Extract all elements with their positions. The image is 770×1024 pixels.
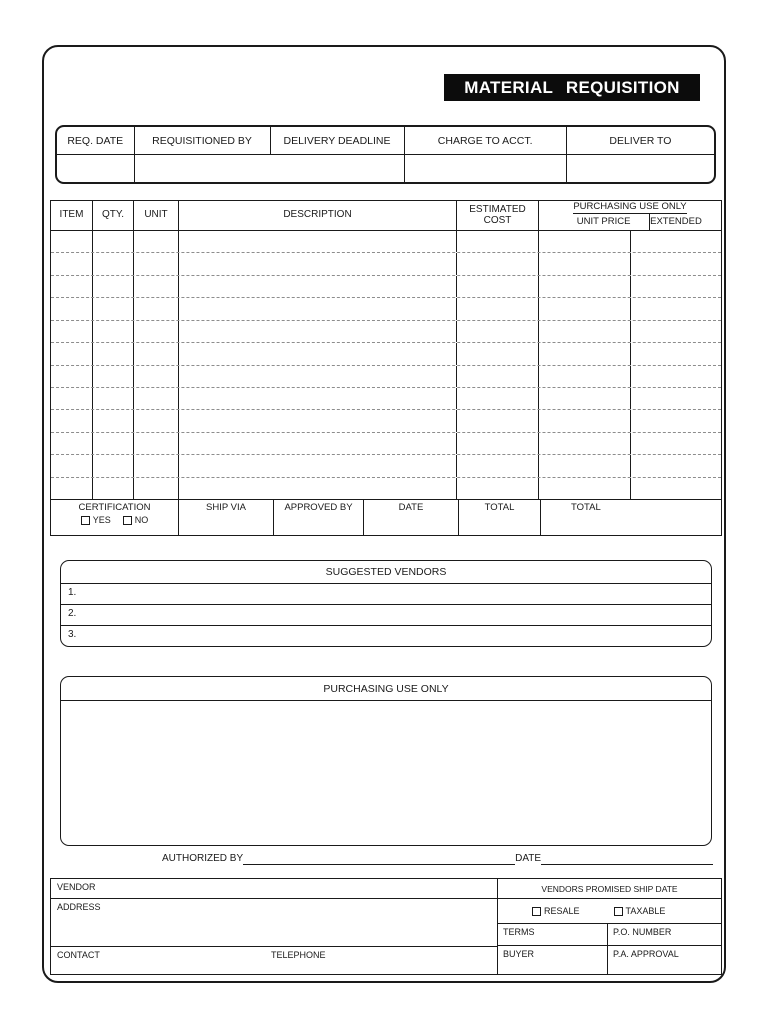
contact-label: CONTACT <box>57 950 100 960</box>
item-cell[interactable] <box>93 455 134 476</box>
purchasing-notes-area[interactable] <box>61 701 711 845</box>
header-deliver-to: DELIVER TO <box>609 134 672 147</box>
item-cell[interactable] <box>631 276 721 297</box>
item-cell[interactable] <box>179 276 457 297</box>
item-cell[interactable] <box>134 388 179 409</box>
item-cell[interactable] <box>51 388 93 409</box>
item-cell[interactable] <box>93 343 134 364</box>
vendor-field[interactable] <box>51 879 497 899</box>
yes-label: YES <box>92 515 111 525</box>
buyer-approval-row <box>498 946 721 974</box>
item-row <box>51 276 721 298</box>
authorization-line <box>162 850 713 865</box>
header-req-date: REQ. DATE <box>57 127 135 154</box>
item-cell[interactable] <box>631 231 721 252</box>
item-cell[interactable] <box>51 366 93 387</box>
item-cell[interactable] <box>179 298 457 319</box>
item-row <box>51 388 721 410</box>
vendor-table <box>50 878 722 975</box>
terms-label: TERMS <box>503 927 535 937</box>
item-cell[interactable] <box>51 343 93 364</box>
item-cell[interactable] <box>93 366 134 387</box>
item-cell[interactable] <box>631 478 721 499</box>
request-info-header-row <box>57 127 714 155</box>
request-info-input-row <box>57 155 714 182</box>
item-cell[interactable] <box>631 321 721 342</box>
item-cell[interactable] <box>631 298 721 319</box>
total-estimated-label: TOTAL <box>484 502 515 513</box>
item-cell[interactable] <box>631 433 721 454</box>
items-body <box>51 231 721 499</box>
terms-field[interactable] <box>498 924 608 945</box>
address-field[interactable] <box>51 899 497 947</box>
terms-po-row <box>498 924 721 946</box>
vendor-table-left <box>51 879 498 974</box>
item-cell[interactable] <box>179 455 457 476</box>
item-cell[interactable] <box>457 298 539 319</box>
input-deliver-to[interactable] <box>567 155 714 182</box>
item-cell[interactable] <box>51 321 93 342</box>
ship-via-cell[interactable] <box>179 500 274 535</box>
no-label: NO <box>134 515 149 525</box>
item-cell[interactable] <box>134 231 179 252</box>
item-cell[interactable] <box>457 433 539 454</box>
vendor-line-3[interactable]: 3. <box>68 629 77 640</box>
authorized-by-label: AUTHORIZED BY <box>162 853 244 864</box>
items-table-footer <box>51 499 721 535</box>
header-delivery-deadline: DELIVERY DEADLINE <box>271 127 405 154</box>
item-cell[interactable] <box>457 478 539 499</box>
buyer-label: BUYER <box>503 949 535 959</box>
taxable-label: TAXABLE <box>625 906 666 916</box>
item-cell[interactable] <box>539 343 631 364</box>
item-cell[interactable] <box>539 298 631 319</box>
item-cell[interactable] <box>179 366 457 387</box>
vendor-table-right <box>498 879 721 974</box>
pa-approval-field[interactable] <box>608 946 721 974</box>
item-cell[interactable] <box>457 253 539 274</box>
date-label: DATE <box>398 502 424 513</box>
input-requisitioned-by[interactable] <box>135 155 405 182</box>
item-cell[interactable] <box>179 410 457 431</box>
purchasing-use-only-title: PURCHASING USE ONLY <box>61 677 711 701</box>
item-cell[interactable] <box>539 455 631 476</box>
item-cell[interactable] <box>51 231 93 252</box>
column-header-estimated-cost: ESTIMATED COST <box>457 201 539 230</box>
item-cell[interactable] <box>51 298 93 319</box>
authorized-by-signature-line[interactable] <box>243 852 515 865</box>
item-cell[interactable] <box>457 343 539 364</box>
item-cell[interactable] <box>457 388 539 409</box>
item-cell[interactable] <box>93 231 134 252</box>
item-cell[interactable] <box>179 433 457 454</box>
taxable-checkbox[interactable] <box>614 907 623 916</box>
date-cell[interactable] <box>364 500 459 535</box>
item-cell[interactable] <box>539 276 631 297</box>
form-title: MATERIAL REQUISITION <box>444 74 700 101</box>
pa-approval-label: P.A. APPROVAL <box>613 949 679 959</box>
input-req-date[interactable] <box>57 155 135 182</box>
item-cell[interactable] <box>457 366 539 387</box>
address-label: ADDRESS <box>57 902 101 912</box>
item-cell[interactable] <box>93 321 134 342</box>
item-cell[interactable] <box>539 410 631 431</box>
item-cell[interactable] <box>539 366 631 387</box>
item-cell[interactable] <box>134 478 179 499</box>
item-cell[interactable] <box>179 343 457 364</box>
header-requisitioned-by: REQUISITIONED BY <box>135 127 271 154</box>
column-header-unit: UNIT <box>134 201 179 230</box>
item-cell[interactable] <box>93 410 134 431</box>
taxable-option <box>614 906 666 916</box>
vendor-line-1[interactable]: 1. <box>61 584 711 605</box>
item-cell[interactable] <box>134 321 179 342</box>
column-header-description: DESCRIPTION <box>179 201 457 230</box>
item-cell[interactable] <box>51 276 93 297</box>
header-charge-to-acct: CHARGE TO ACCT. <box>405 127 567 154</box>
item-cell[interactable] <box>631 410 721 431</box>
item-cell[interactable] <box>631 455 721 476</box>
item-cell[interactable] <box>51 253 93 274</box>
item-cell[interactable] <box>179 478 457 499</box>
item-cell[interactable] <box>93 253 134 274</box>
item-row <box>51 321 721 343</box>
item-cell[interactable] <box>539 253 631 274</box>
item-cell[interactable] <box>539 478 631 499</box>
item-row <box>51 298 721 320</box>
item-cell[interactable] <box>457 321 539 342</box>
authorization-date-label: DATE <box>515 853 542 864</box>
item-cell[interactable] <box>539 433 631 454</box>
item-cell[interactable] <box>539 388 631 409</box>
item-cell[interactable] <box>134 276 179 297</box>
certification-checkboxes <box>81 515 149 525</box>
yes-option <box>81 515 111 525</box>
ship-via-label: SHIP VIA <box>206 502 246 513</box>
item-cell[interactable] <box>631 343 721 364</box>
vendor-label: VENDOR <box>57 882 96 892</box>
total-purchasing-cell[interactable] <box>541 500 721 535</box>
item-cell[interactable] <box>179 253 457 274</box>
no-checkbox[interactable] <box>123 516 132 525</box>
item-cell[interactable] <box>179 388 457 409</box>
approved-by-cell[interactable] <box>274 500 364 535</box>
item-cell[interactable] <box>93 388 134 409</box>
vendors-promised-ship-date-label: VENDORS PROMISED SHIP DATE <box>541 883 678 894</box>
column-header-extended: EXTENDED <box>650 216 702 228</box>
item-row <box>51 478 721 499</box>
item-cell[interactable] <box>93 478 134 499</box>
item-cell[interactable] <box>457 410 539 431</box>
column-header-purchasing-use-only: PURCHASING USE ONLY <box>573 201 687 213</box>
item-cell[interactable] <box>93 276 134 297</box>
item-cell[interactable] <box>51 433 93 454</box>
item-row <box>51 433 721 455</box>
item-row <box>51 343 721 365</box>
input-charge-to-acct[interactable] <box>405 155 567 182</box>
certification-cell <box>51 500 179 535</box>
item-row <box>51 253 721 275</box>
item-cell[interactable] <box>51 455 93 476</box>
column-header-unit-price: UNIT PRICE <box>558 214 650 230</box>
item-row <box>51 366 721 388</box>
column-header-qty: QTY. <box>93 201 134 230</box>
po-number-label: P.O. NUMBER <box>613 927 672 937</box>
certification-label: CERTIFICATION <box>78 502 151 513</box>
request-info-table <box>55 125 716 184</box>
vendors-promised-ship-date-field[interactable] <box>498 879 721 899</box>
item-cell[interactable] <box>134 343 179 364</box>
item-cell[interactable] <box>134 366 179 387</box>
item-cell[interactable] <box>93 433 134 454</box>
item-cell[interactable] <box>179 321 457 342</box>
authorization-date-line[interactable] <box>541 852 713 865</box>
purchasing-subheaders <box>558 214 702 230</box>
item-cell[interactable] <box>134 433 179 454</box>
po-number-field[interactable] <box>608 924 721 945</box>
vendor-line-2[interactable]: 2. <box>61 605 711 626</box>
item-row <box>51 231 721 253</box>
items-table-header <box>51 201 721 231</box>
item-cell[interactable] <box>134 253 179 274</box>
total-estimated-cell[interactable] <box>459 500 541 535</box>
contact-field[interactable] <box>51 947 497 974</box>
total-purchasing-label: TOTAL <box>571 502 601 513</box>
resale-checkbox[interactable] <box>532 907 541 916</box>
purchasing-use-only-box <box>60 676 712 846</box>
buyer-field[interactable] <box>498 946 608 974</box>
item-cell[interactable] <box>51 478 93 499</box>
item-row <box>51 455 721 477</box>
items-table <box>50 200 722 536</box>
item-cell[interactable] <box>134 455 179 476</box>
item-cell[interactable] <box>51 410 93 431</box>
item-cell[interactable] <box>457 455 539 476</box>
tax-status-row <box>498 899 721 924</box>
item-cell[interactable] <box>539 321 631 342</box>
suggested-vendors-box <box>60 560 712 647</box>
resale-label: RESALE <box>544 906 580 916</box>
no-option <box>123 515 149 525</box>
column-header-purchasing-group <box>539 201 721 230</box>
yes-checkbox[interactable] <box>81 516 90 525</box>
item-cell[interactable] <box>631 388 721 409</box>
item-cell[interactable] <box>457 231 539 252</box>
approved-by-label: APPROVED BY <box>284 502 353 513</box>
item-cell[interactable] <box>457 276 539 297</box>
item-cell[interactable] <box>93 298 134 319</box>
item-cell[interactable] <box>539 231 631 252</box>
telephone-label: TELEPHONE <box>271 950 326 960</box>
item-row <box>51 410 721 432</box>
item-cell[interactable] <box>179 231 457 252</box>
item-cell[interactable] <box>631 366 721 387</box>
suggested-vendors-title: SUGGESTED VENDORS <box>61 561 711 584</box>
item-cell[interactable] <box>631 253 721 274</box>
column-header-item: ITEM <box>51 201 93 230</box>
item-cell[interactable] <box>134 410 179 431</box>
resale-option <box>532 906 580 916</box>
item-cell[interactable] <box>134 298 179 319</box>
